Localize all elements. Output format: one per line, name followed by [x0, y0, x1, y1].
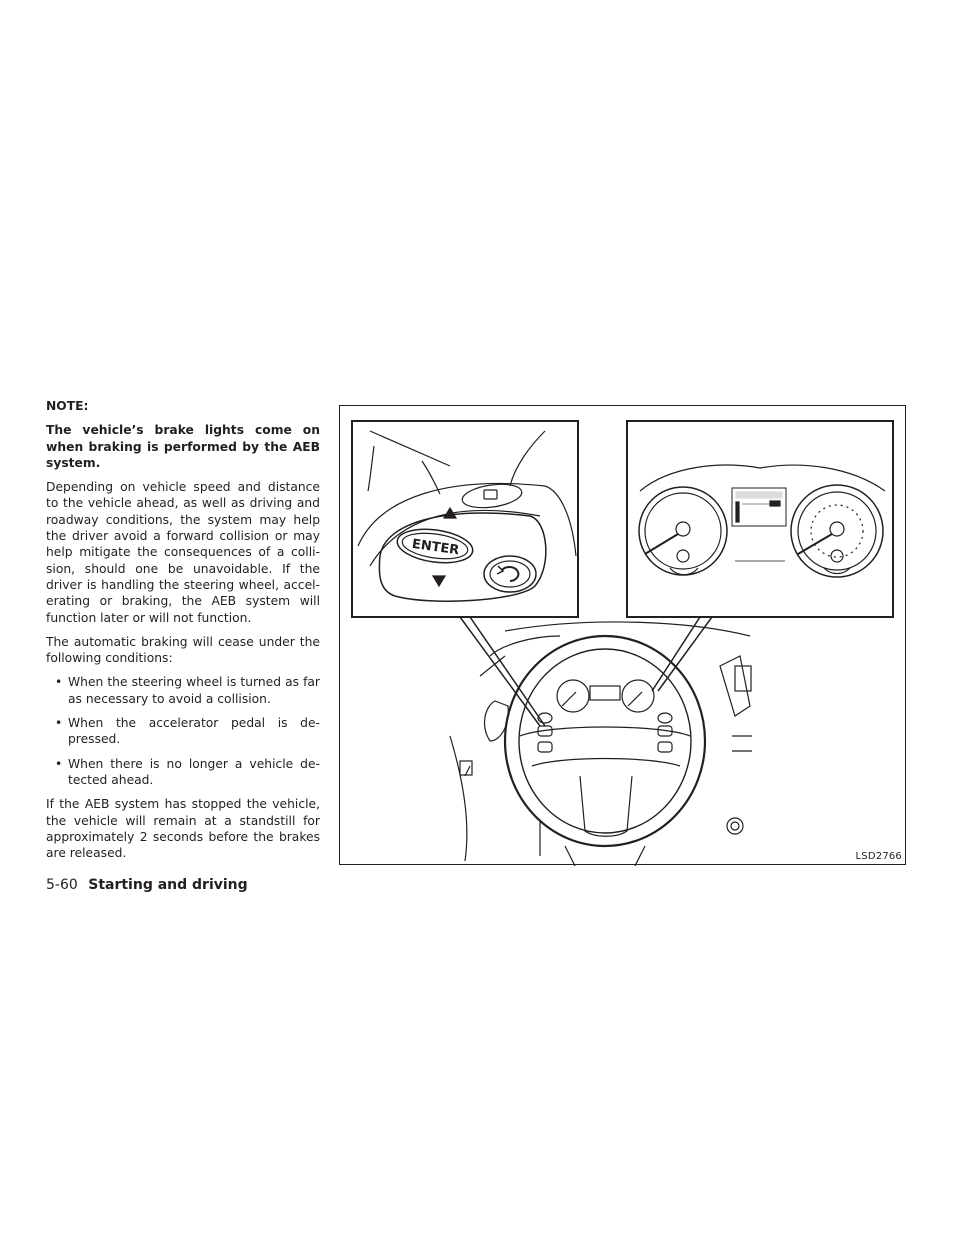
- body-text-column: [46, 398, 320, 869]
- steering-wheel-figure: [339, 405, 906, 865]
- dashboard-scene: [450, 622, 752, 866]
- switch-inset: [352, 421, 578, 617]
- callout-lines: [460, 617, 712, 726]
- section-title: Starting and driving: [88, 877, 248, 893]
- paragraph-depending: Depending on vehicle speed and distance to the vehicle ahead, as well as driving and roadway conditions, the system may help the driver avoid a forward collision or may help mitigate the consequences of a colli-sion, should one be unavoidable. If the driver is handling the steering wheel, accel-erating or braking, the AEB system will function later or will not function.: [46, 480, 320, 625]
- note-text: The vehicle’s brake lights come on when braking is performed by the AEB system.: [46, 423, 320, 470]
- figure-code: LSD2766: [855, 851, 902, 862]
- paragraph-standstill: If the AEB system has stopped the vehicle, the vehicle will remain at a standstill for approximately 2 seconds before the brakes are released.: [46, 797, 320, 861]
- conditions-list: [46, 674, 320, 788]
- list-item: • When the accelerator pedal is de-pressed.: [46, 715, 320, 748]
- note-label: NOTE:: [46, 399, 89, 413]
- cluster-inset: [627, 421, 893, 617]
- paragraph-conditions: The automatic braking will cease under the following conditions:: [46, 634, 320, 666]
- enter-button-label: ENTER: [410, 536, 461, 559]
- steering-wheel-illustration: [340, 406, 907, 866]
- list-item: • When the steering wheel is turned as far as necessary to avoid a collision.: [46, 674, 320, 707]
- page-number: 5-60: [46, 877, 78, 893]
- page-footer: [46, 877, 248, 893]
- list-item: • When there is no longer a vehicle de-tected ahead.: [46, 756, 320, 789]
